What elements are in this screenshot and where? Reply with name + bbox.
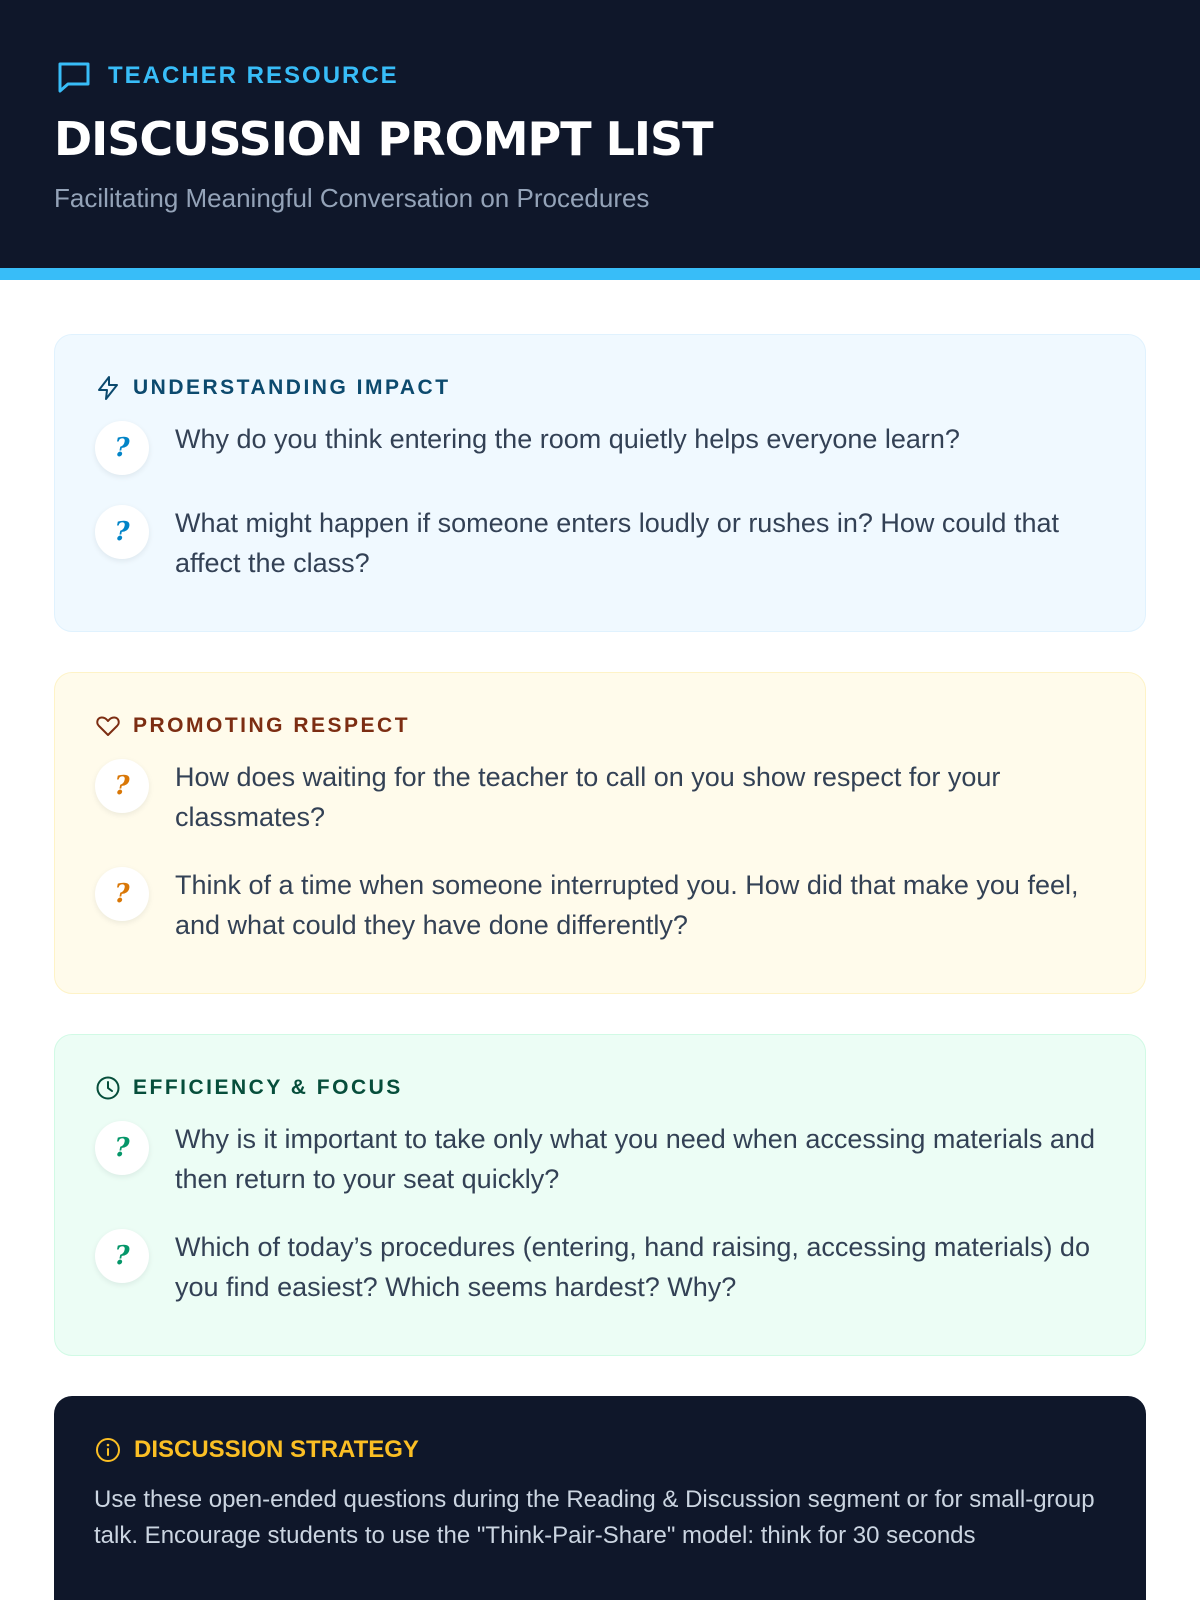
lightning-icon xyxy=(95,375,121,401)
question-text: What might happen if someone enters loudly or rushes in? How could that affect the class? xyxy=(175,508,1059,578)
heart-icon xyxy=(95,713,121,739)
question-item xyxy=(95,503,1105,583)
section-label: UNDERSTANDING IMPACT xyxy=(133,376,451,399)
chat-bubble-icon xyxy=(54,56,94,96)
question-text: Which of today’s procedures (entering, hand raising, accessing materials) do you find easiest? Which seems hardest? Why? xyxy=(175,1232,1090,1302)
strategy-header xyxy=(94,1436,1106,1464)
page-header xyxy=(0,0,1200,280)
question-mark-icon: ? xyxy=(95,1121,149,1175)
question-text: How does waiting for the teacher to call on you show respect for your classmates? xyxy=(175,762,1001,832)
question-item xyxy=(95,1119,1105,1199)
header-accent-bar xyxy=(0,268,1200,280)
strategy-title: DISCUSSION STRATEGY xyxy=(134,1436,419,1463)
discussion-strategy-box xyxy=(54,1396,1146,1600)
question-item xyxy=(95,757,1105,837)
section-header xyxy=(95,713,1105,739)
page-title: DISCUSSION PROMPT LIST xyxy=(54,112,713,166)
question-item xyxy=(95,865,1105,945)
page-subtitle: Facilitating Meaningful Conversation on Procedures xyxy=(54,182,650,213)
strategy-text: Use these open-ended questions during the Reading & Discussion segment or for small-group talk. Encourage students to use the "Think-Pair-Share" model: think for 30 seconds xyxy=(94,1486,1095,1549)
clock-icon xyxy=(95,1075,121,1101)
section-efficiency-focus xyxy=(54,1034,1146,1356)
question-mark-icon: ? xyxy=(95,421,149,475)
info-icon xyxy=(94,1436,122,1464)
question-text: Think of a time when someone interrupted you. How did that make you feel, and what could they have done differently? xyxy=(175,870,1079,940)
question-mark-icon: ? xyxy=(95,505,149,559)
section-header xyxy=(95,375,1105,401)
section-header xyxy=(95,1075,1105,1101)
question-mark-icon: ? xyxy=(95,867,149,921)
question-mark-icon: ? xyxy=(95,759,149,813)
section-understanding-impact xyxy=(54,334,1146,632)
section-label: PROMOTING RESPECT xyxy=(133,714,411,737)
main-content xyxy=(0,280,1200,1600)
question-item xyxy=(95,419,1105,475)
eyebrow xyxy=(54,56,1146,96)
question-text: Why do you think entering the room quietly helps everyone learn? xyxy=(175,424,960,454)
question-text: Why is it important to take only what you need when accessing materials and then return to your seat quickly? xyxy=(175,1124,1095,1194)
section-promoting-respect xyxy=(54,672,1146,994)
question-mark-icon: ? xyxy=(95,1229,149,1283)
section-label: EFFICIENCY & FOCUS xyxy=(133,1076,403,1099)
eyebrow-label: TEACHER RESOURCE xyxy=(108,62,399,89)
question-item xyxy=(95,1227,1105,1307)
